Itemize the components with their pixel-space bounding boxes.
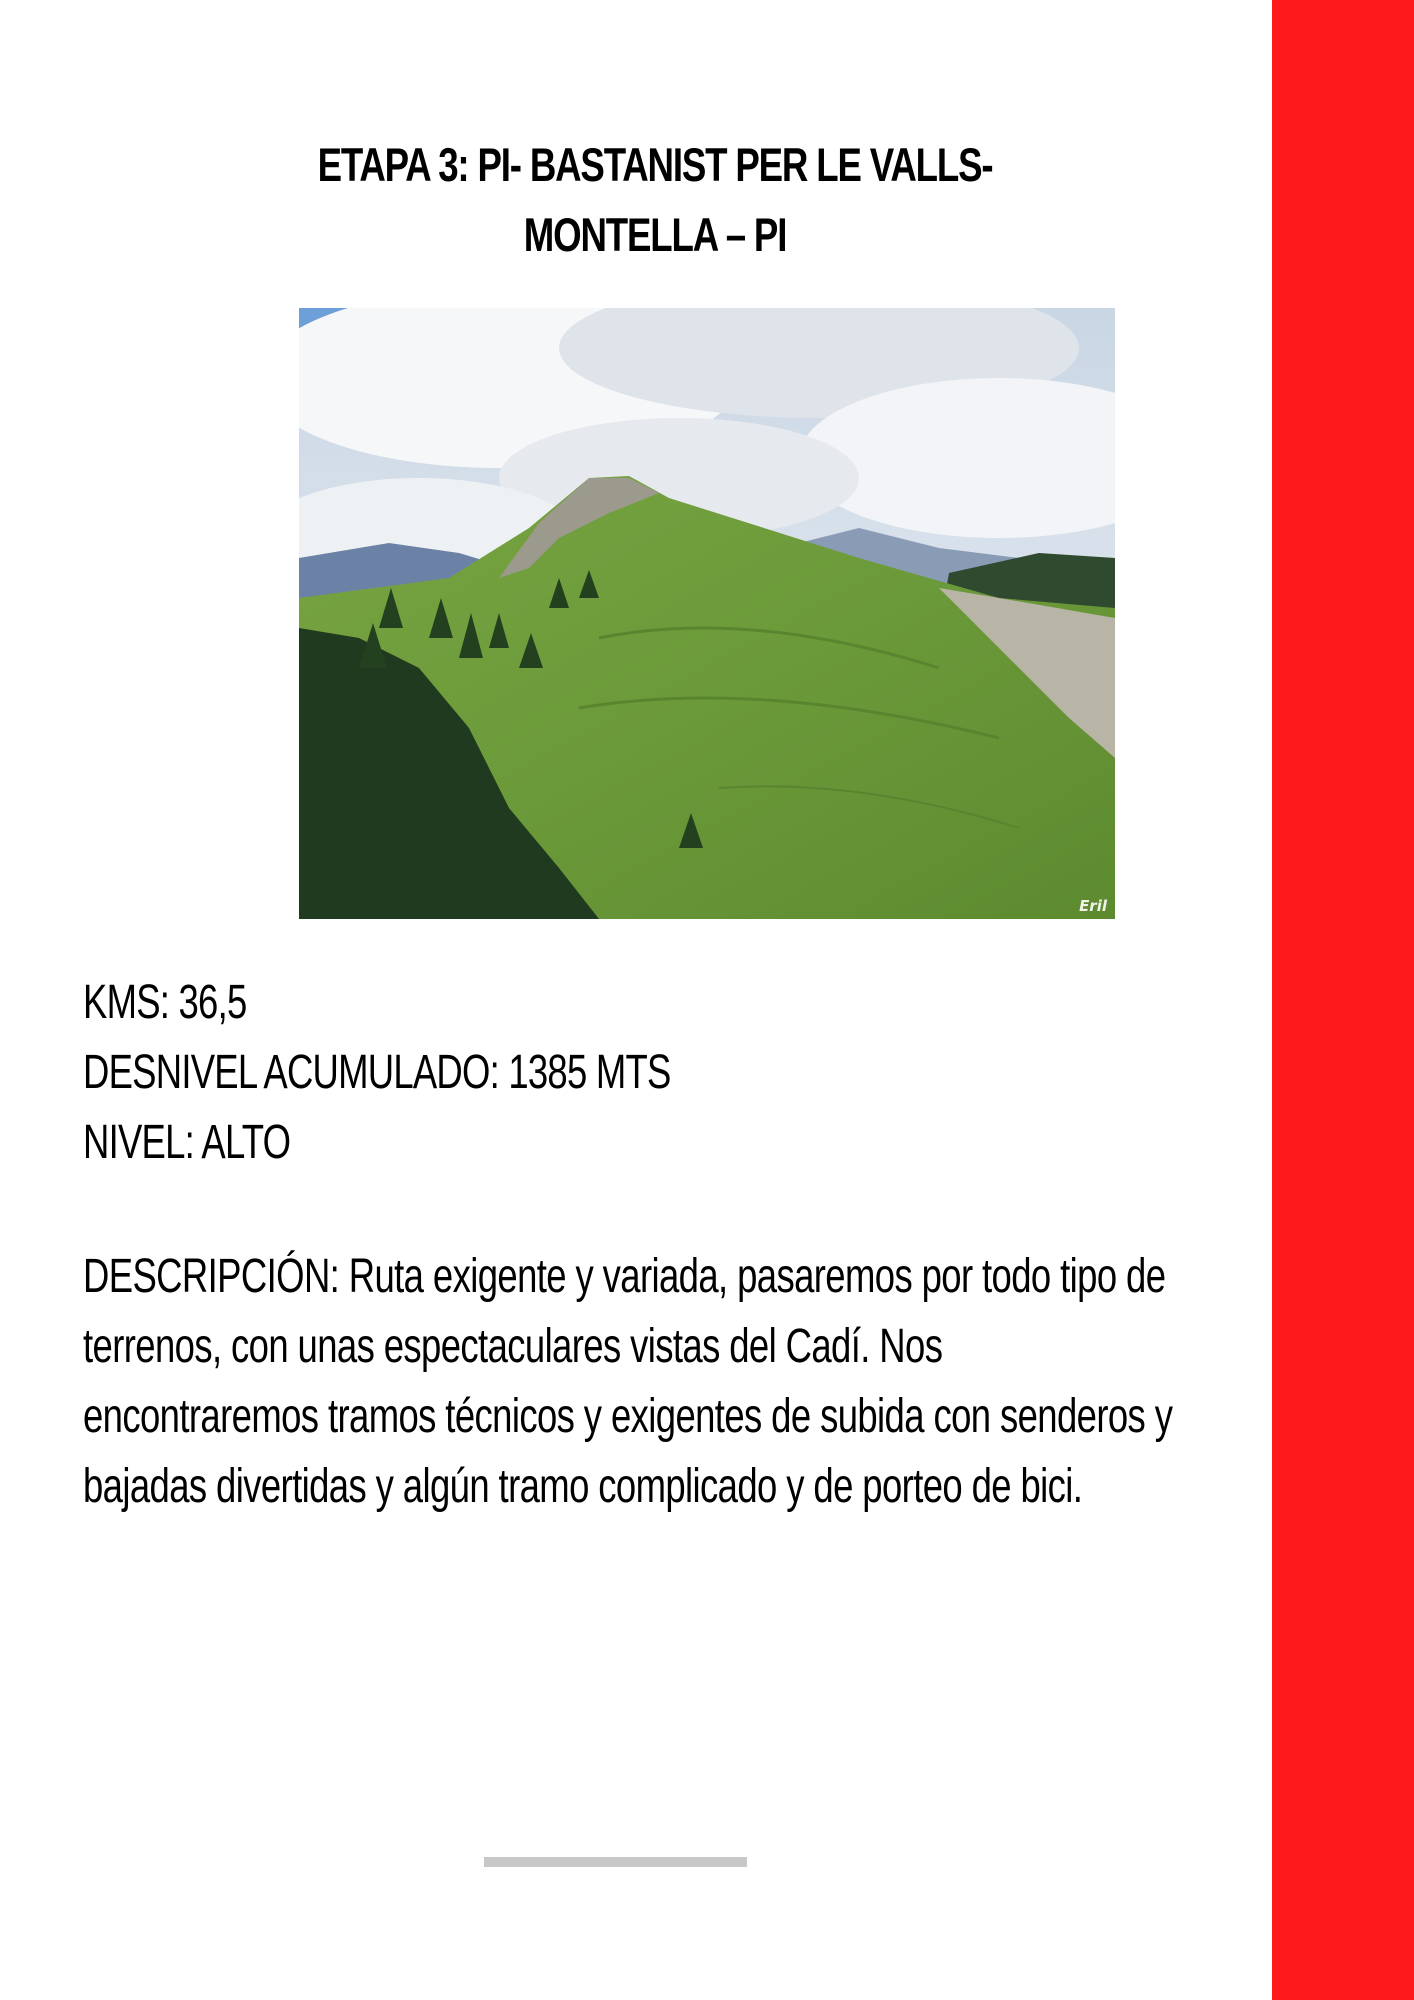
kms-stat: KMS: 36,5 bbox=[83, 976, 247, 1029]
mountain-photo bbox=[299, 308, 1115, 919]
red-side-bar bbox=[1272, 0, 1414, 2000]
page-title: ETAPA 3: PI- BASTANIST PER LE VALLS-MONTELLA – PI bbox=[317, 138, 993, 261]
desnivel-stat: DESNIVEL ACUMULADO: 1385 MTS bbox=[83, 1046, 671, 1099]
scroll-indicator[interactable] bbox=[484, 1857, 747, 1867]
route-stats bbox=[83, 968, 767, 1178]
description-label: DESCRIPCIÓN: bbox=[83, 1250, 340, 1303]
nivel-stat: NIVEL: ALTO bbox=[83, 1116, 291, 1169]
description-text: Ruta exigente y variada, pasaremos por todo tipo de terrenos, con unas espectaculares vistas del Cadí. Nos encontraremos tramos técnicos y exigentes de subida con senderos y bajadas divertidas y algún tramo complicado y de porteo de bici. bbox=[83, 1250, 1173, 1513]
route-description bbox=[83, 1242, 1185, 1522]
photo-credit: Eril bbox=[1079, 897, 1107, 915]
mountain-landscape-image bbox=[299, 308, 1115, 919]
